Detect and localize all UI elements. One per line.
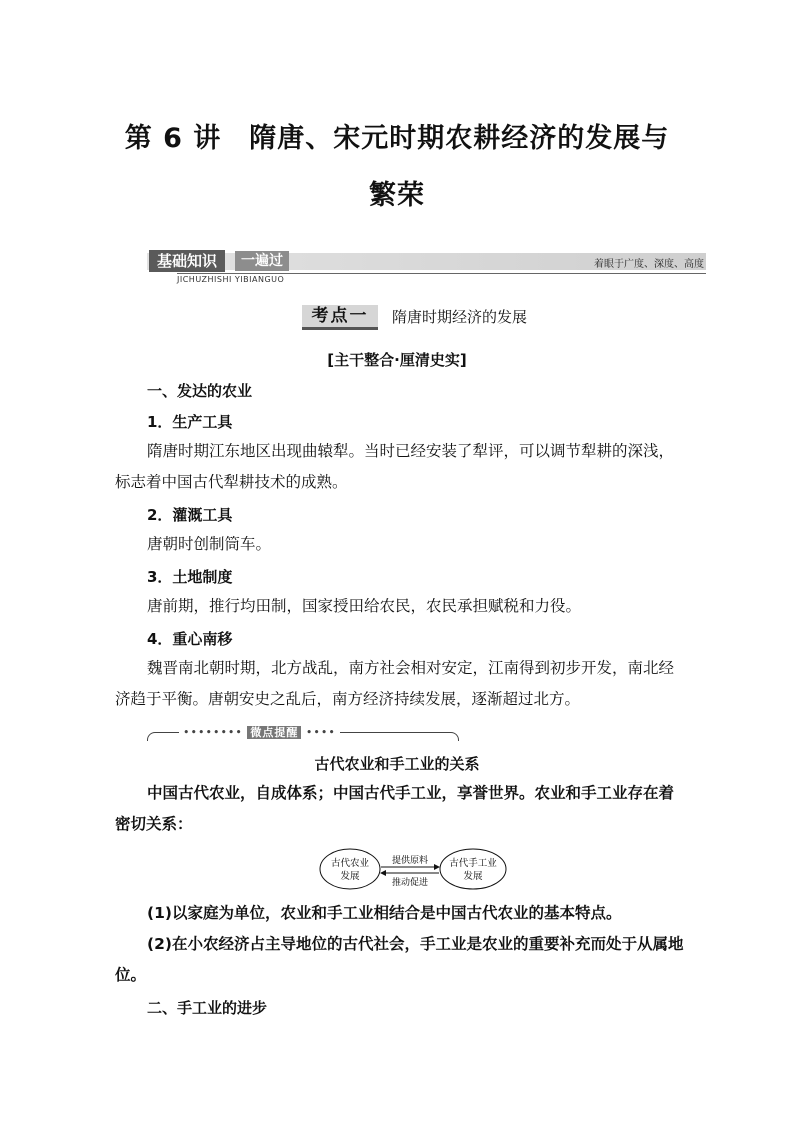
banner-pinyin-text: JICHUZHISHI YIBIANGUO bbox=[177, 275, 288, 284]
item4-heading: 4．重心南移 bbox=[147, 630, 233, 648]
banner-right-text: 着眼于广度、深度、高度 bbox=[594, 259, 704, 270]
diagram-left-node bbox=[320, 849, 380, 889]
kaodian-tag: 考点一 bbox=[302, 305, 378, 330]
diagram-left-line2: 发展 bbox=[340, 871, 360, 882]
item2-text-content: 唐朝时创制筒车。 bbox=[147, 535, 272, 553]
item4-text-content: 魏晋南北朝时期，北方战乱，南方社会相对安定，江南得到初步开发，南北经济趋于平衡。唐朝安史之乱后，南方经济持续发展，逐渐超过北方。 bbox=[115, 659, 675, 708]
item1-text bbox=[115, 436, 685, 498]
tip-intro-content: 中国古代农业，自成体系；中国古代手工业，享誉世界。农业和手工业存在着密切关系： bbox=[115, 784, 675, 833]
item2-text bbox=[115, 529, 685, 560]
tip-title: 古代农业和手工业的关系 bbox=[314, 755, 480, 773]
item1-heading: 1．生产工具 bbox=[147, 413, 233, 431]
tip-label-text: 微点提醒 bbox=[247, 726, 301, 739]
sec1-heading: 一、发达的农业 bbox=[147, 382, 253, 400]
item3-heading: 3．土地制度 bbox=[147, 568, 233, 586]
diagram-top-label: 提供原料 bbox=[391, 856, 429, 866]
item4-text bbox=[115, 653, 685, 715]
tip-point-2 bbox=[115, 929, 685, 991]
diagram-left-line1: 古代农业 bbox=[330, 858, 370, 869]
diagram-right-node bbox=[440, 849, 506, 889]
diagram-right-line1: 古代手工业 bbox=[449, 858, 497, 869]
item3-text bbox=[115, 591, 685, 622]
lesson-title-line2: 繁荣 bbox=[369, 180, 425, 211]
banner-pinyin bbox=[177, 273, 706, 284]
tip-box bbox=[147, 724, 457, 740]
diagram-bottom-label: 推动促进 bbox=[391, 878, 429, 888]
tip-label: •••••••• 微点提醒 •••• bbox=[179, 724, 340, 740]
item1-text-content: 隋唐时期江东地区出现曲辕犁。当时已经安装了犁评，可以调节犁耕的深浅，标志着中国古代犁耕技术的成熟。 bbox=[115, 442, 675, 491]
lesson-title-line1: 第 6 讲 隋唐、宋元时期农耕经济的发展与 bbox=[124, 123, 670, 154]
banner-label-2: 一遍过 bbox=[235, 251, 289, 271]
item3-text-content: 唐前期，推行均田制，国家授田给农民，农民承担赋税和力役。 bbox=[147, 597, 582, 615]
kaodian-heading bbox=[302, 305, 527, 329]
tip-point-1 bbox=[115, 898, 685, 929]
sec2-heading: 二、手工业的进步 bbox=[147, 999, 268, 1017]
tip-intro bbox=[115, 778, 685, 840]
item2-heading: 2．灌溉工具 bbox=[147, 506, 233, 524]
tip-point-1-content: (1)以家庭为单位，农业和手工业相结合是中国古代农业的基本特点。 bbox=[147, 904, 622, 922]
banner-label: 基础知识 bbox=[149, 250, 225, 272]
kaodian-text: 隋唐时期经济的发展 bbox=[392, 308, 528, 326]
relation-diagram bbox=[318, 846, 508, 892]
diagram-right-line2: 发展 bbox=[463, 871, 483, 882]
section-header: [主干整合·厘清史实] bbox=[327, 351, 467, 369]
section-banner bbox=[147, 250, 706, 286]
tip-point-2-content: (2)在小农经济占主导地位的古代社会，手工业是农业的重要补充而处于从属地位。 bbox=[115, 935, 684, 984]
